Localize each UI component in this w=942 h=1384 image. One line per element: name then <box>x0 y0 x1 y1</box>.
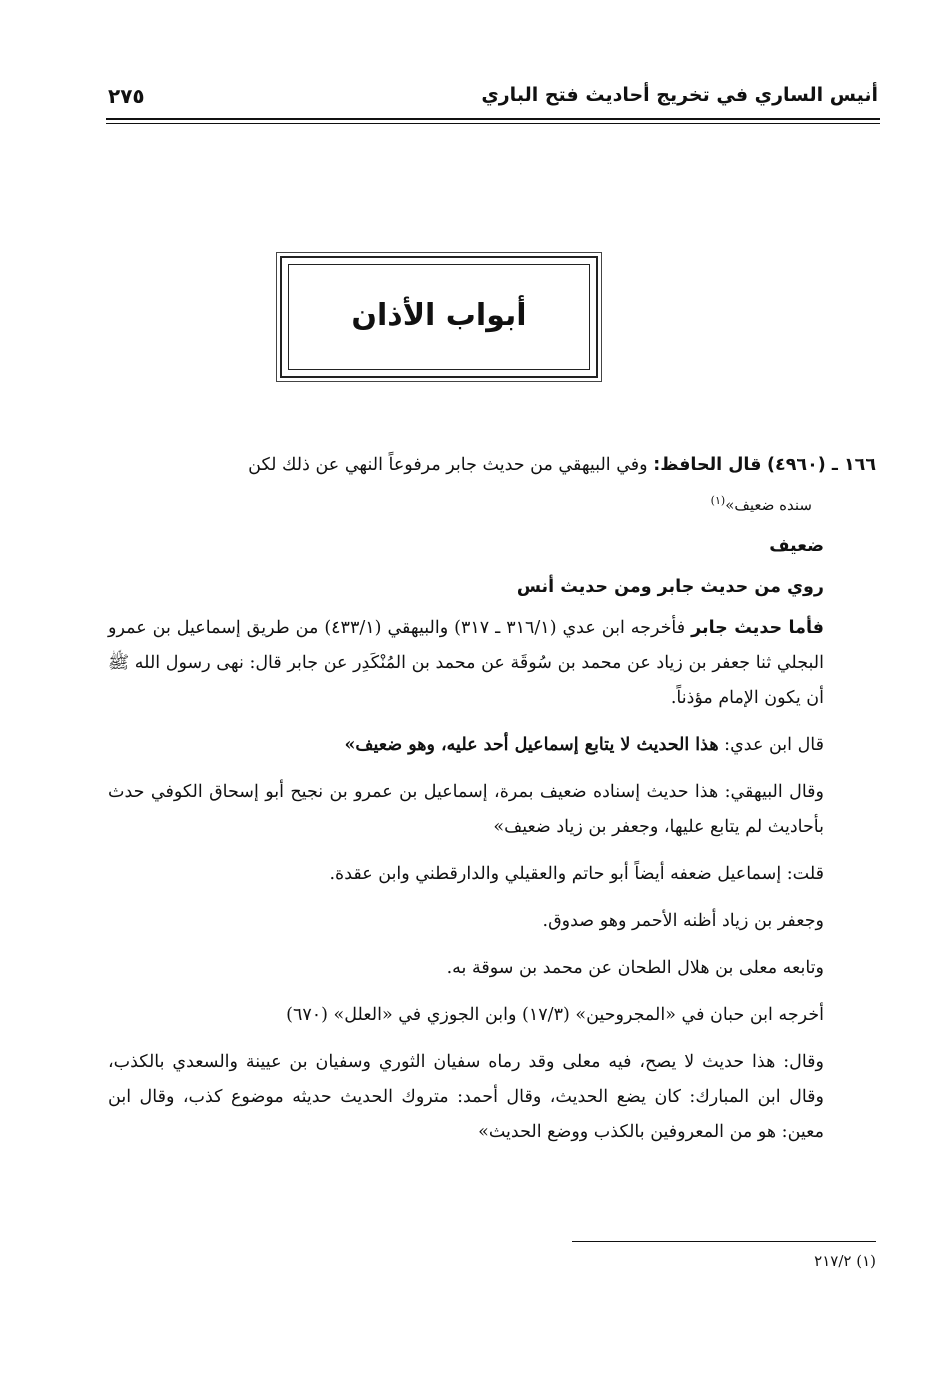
grade: ضعيف <box>769 536 824 556</box>
entry-paragraph <box>108 448 876 483</box>
running-title: أنيس الساري في تخريج أحاديث فتح الباري <box>481 84 878 106</box>
jabir-paragraph <box>108 611 876 716</box>
page-number: ٢٧٥ <box>108 84 145 108</box>
header-rule <box>106 118 880 120</box>
entry-number: ١٦٦ ـ (٤٩٦٠) <box>767 455 876 475</box>
footnote-marker: (١) <box>856 1252 876 1270</box>
waqal-quote: هذا حديث لا يصح، فيه معلى وقد رماه سفيان الثوري وسفيان بن عيينة والسعدي بالكذب، وقال ابن المبارك: كان يضع الحديث، وقال أحمد: متروك الحديث حديثه موضوع كذب، وقال ابن معين: هو من المعروفين بالكذب ووضع الحديث» <box>108 1052 824 1142</box>
jafar-paragraph: وجعفر بن زياد أظنه الأحمر وهو صدوق. <box>542 911 824 931</box>
waqal-paragraph <box>108 1045 876 1150</box>
footnote-rule <box>572 1241 876 1242</box>
ibn-adi-paragraph <box>108 728 876 763</box>
chapter-title: أبواب الأذان <box>351 298 527 333</box>
bayhaqi-paragraph <box>108 775 876 845</box>
bayhaqi-quote: هذا حديث إسناده ضعيف بمرة، إسماعيل بن عمرو بن نجيح أبو إسحاق الكوفي حدث بأحاديث لم يتابع عليها، وجعفر بن زياد ضعيف» <box>108 782 824 837</box>
akhrajahu-paragraph: أخرجه ابن حبان في «المجروحين» (١٧/٣) وابن الجوزي في «العلل» (٦٧٠) <box>286 1005 824 1025</box>
chapter-title-frame <box>280 256 598 378</box>
bayhaqi-intro: وقال البيهقي: <box>724 782 824 802</box>
running-header <box>108 84 878 118</box>
tabaahu-paragraph: وتابعه معلى بن هلال الطحان عن محمد بن سوقة به. <box>446 958 824 978</box>
body-text <box>108 448 876 1150</box>
entry-quote: وفي البيهقي من حديث جابر مرفوعاً النهي عن ذلك لكن <box>248 455 648 475</box>
entry-quote-cont: سنده ضعيف» <box>725 496 812 514</box>
header-rule-thin <box>106 123 880 124</box>
qultu-paragraph: قلت: إسماعيل ضعفه أيضاً أبو حاتم والعقيلي والدارقطني وابن عقدة. <box>329 864 824 884</box>
ibn-adi-quote: هذا الحديث لا يتابع إسماعيل أحد عليه، وهو ضعيف» <box>344 735 719 755</box>
footnote-ref: (١) <box>710 494 726 507</box>
jabir-text: فأخرجه ابن عدي (٣١٦/١ ـ ٣١٧) والبيهقي (٤٣٣/١) من طريق إسماعيل بن عمرو البجلي ثنا جعفر بن زياد عن محمد بن سُوقَة عن محمد بن المُنْكَدِر عن جابر قال: نهى رسول الله ﷺ أن يكون الإمام مؤذناً. <box>108 618 824 708</box>
entry-quote-continuation <box>108 483 876 523</box>
jabir-lead: فأما حديث جابر <box>691 618 824 638</box>
entry-speaker: قال الحافظ: <box>653 455 762 475</box>
narrated-from: روي من حديث جابر ومن حديث أنس <box>516 577 824 597</box>
footnote-text: ٢١٧/٢ <box>814 1252 852 1270</box>
footnote <box>814 1252 876 1270</box>
ibn-adi-intro: قال ابن عدي: <box>724 735 824 755</box>
waqal-intro: وقال: <box>783 1052 824 1072</box>
